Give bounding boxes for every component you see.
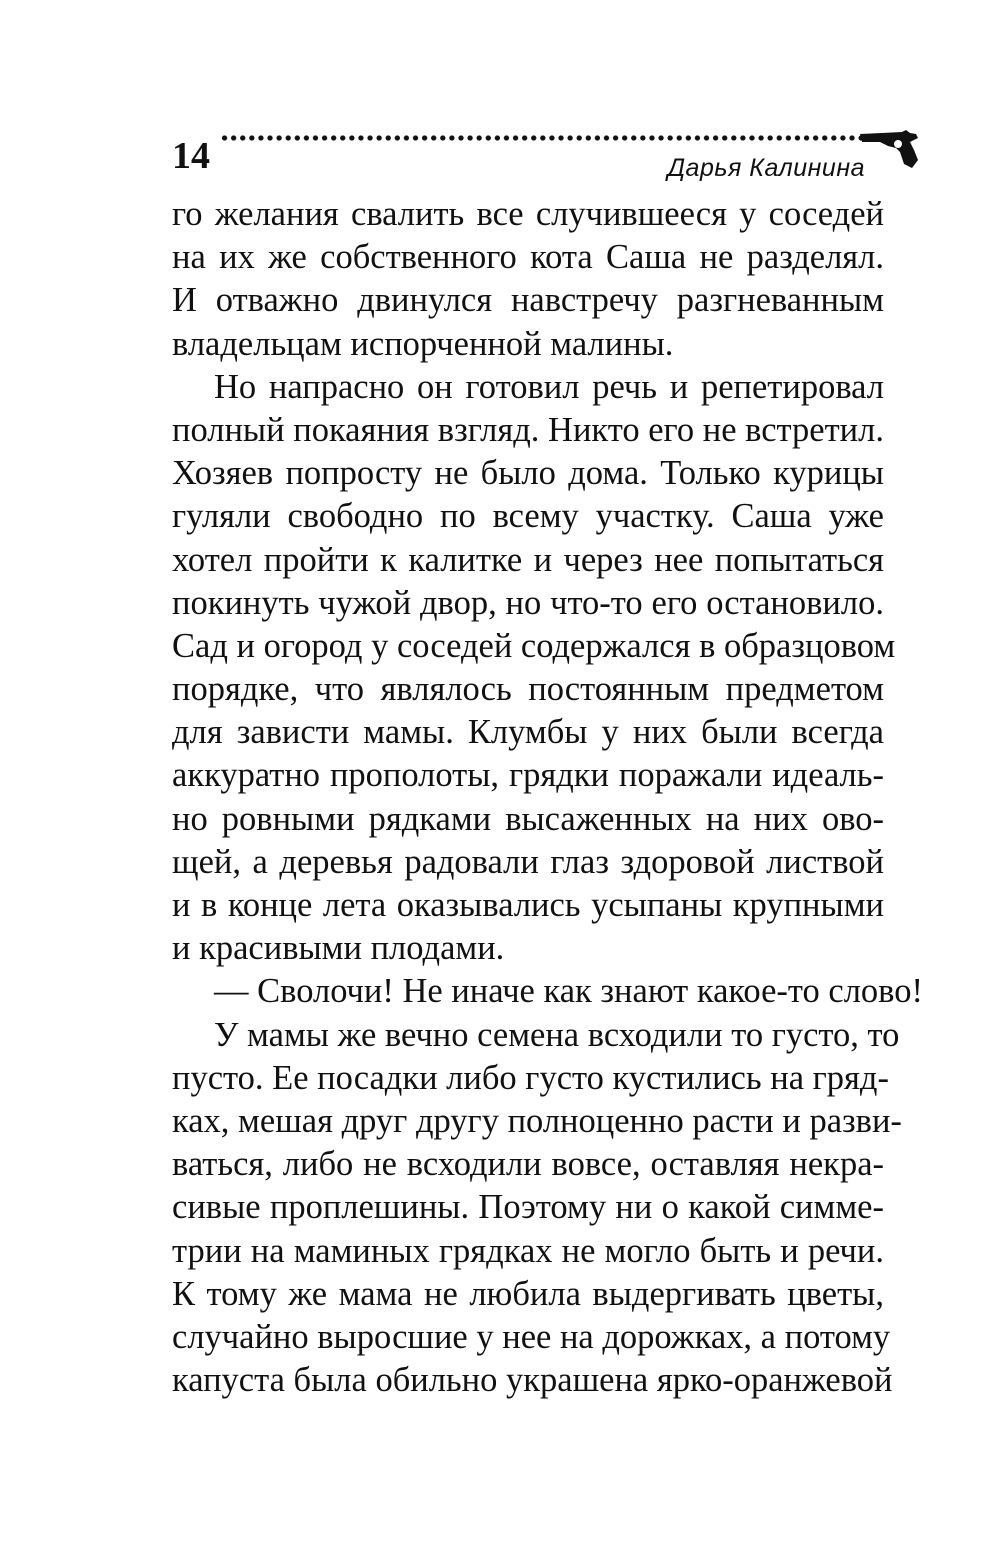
text-line: на их же собственного кота Саша не разделял. (172, 238, 884, 277)
dotted-leader (220, 133, 868, 143)
text-line: и в конце лета оказывались усыпаны крупными (172, 886, 884, 924)
text-line: пусто. Ее посадки либо густо кустились на гряд- (172, 1058, 889, 1097)
text-line: для зависти мамы. Клумбы у них были всегда (172, 713, 884, 752)
text-line: трии на маминых грядках не могло быть и речи. (172, 1231, 884, 1270)
text-line: капуста была обильно украшена ярко-оранжевой (172, 1361, 893, 1400)
text-line: случайно выросшие у нее на дорожках, а потому (172, 1317, 891, 1356)
text-line: ках, мешая друг другу полноценно расти и разви- (172, 1101, 902, 1140)
text-line: Хозяев попросту не было дома. Только курицы (172, 454, 884, 493)
text-line: ваться, либо не всходили вовсе, оставляя некра- (172, 1145, 884, 1184)
text-line: Сад и огород у соседей содержался в образцовом (172, 626, 896, 665)
text-line: но ровными рядками высаженных на них ово- (172, 799, 884, 838)
text-line: владельцам испорченной малины. (172, 324, 674, 363)
text-line: аккуратно прополоты, грядки поражали идеаль- (172, 756, 884, 795)
text-line: покинуть чужой двор, но что-то его остановило. (172, 583, 884, 622)
body-text (172, 193, 923, 1402)
text-line: го желания свалить все случившееся у соседей (172, 195, 884, 233)
text-line: У мамы же вечно семена всходили то густо, то (214, 1015, 900, 1054)
text-line: К тому же мама не любила выдергивать цветы, (172, 1274, 884, 1313)
text-line: и красивыми плодами. (172, 929, 505, 968)
text-line: гуляли свободно по всему участку. Саша уже (172, 497, 884, 536)
text-line: полный покаяния взгляд. Никто его не встретил. (172, 410, 884, 449)
author-name: Дарья Калинина (667, 154, 865, 182)
revolver-icon (858, 130, 920, 170)
text-line: — Сволочи! Не иначе как знают какое-то слово! (214, 972, 923, 1011)
text-line: щей, а деревья радовали глаз здоровой листвой (172, 842, 884, 881)
text-line: Но напрасно он готовил речь и репетировал (214, 367, 884, 406)
text-line: хотел пройти к калитке и через нее попытаться (172, 540, 884, 579)
text-line: И отважно двинулся навстречу разгневанным (172, 281, 884, 320)
text-line: сивые проплешины. Поэтому ни о какой симме- (172, 1188, 884, 1227)
page-number: 14 (172, 135, 210, 177)
text-line: порядке, что являлось постоянным предметом (172, 670, 884, 709)
